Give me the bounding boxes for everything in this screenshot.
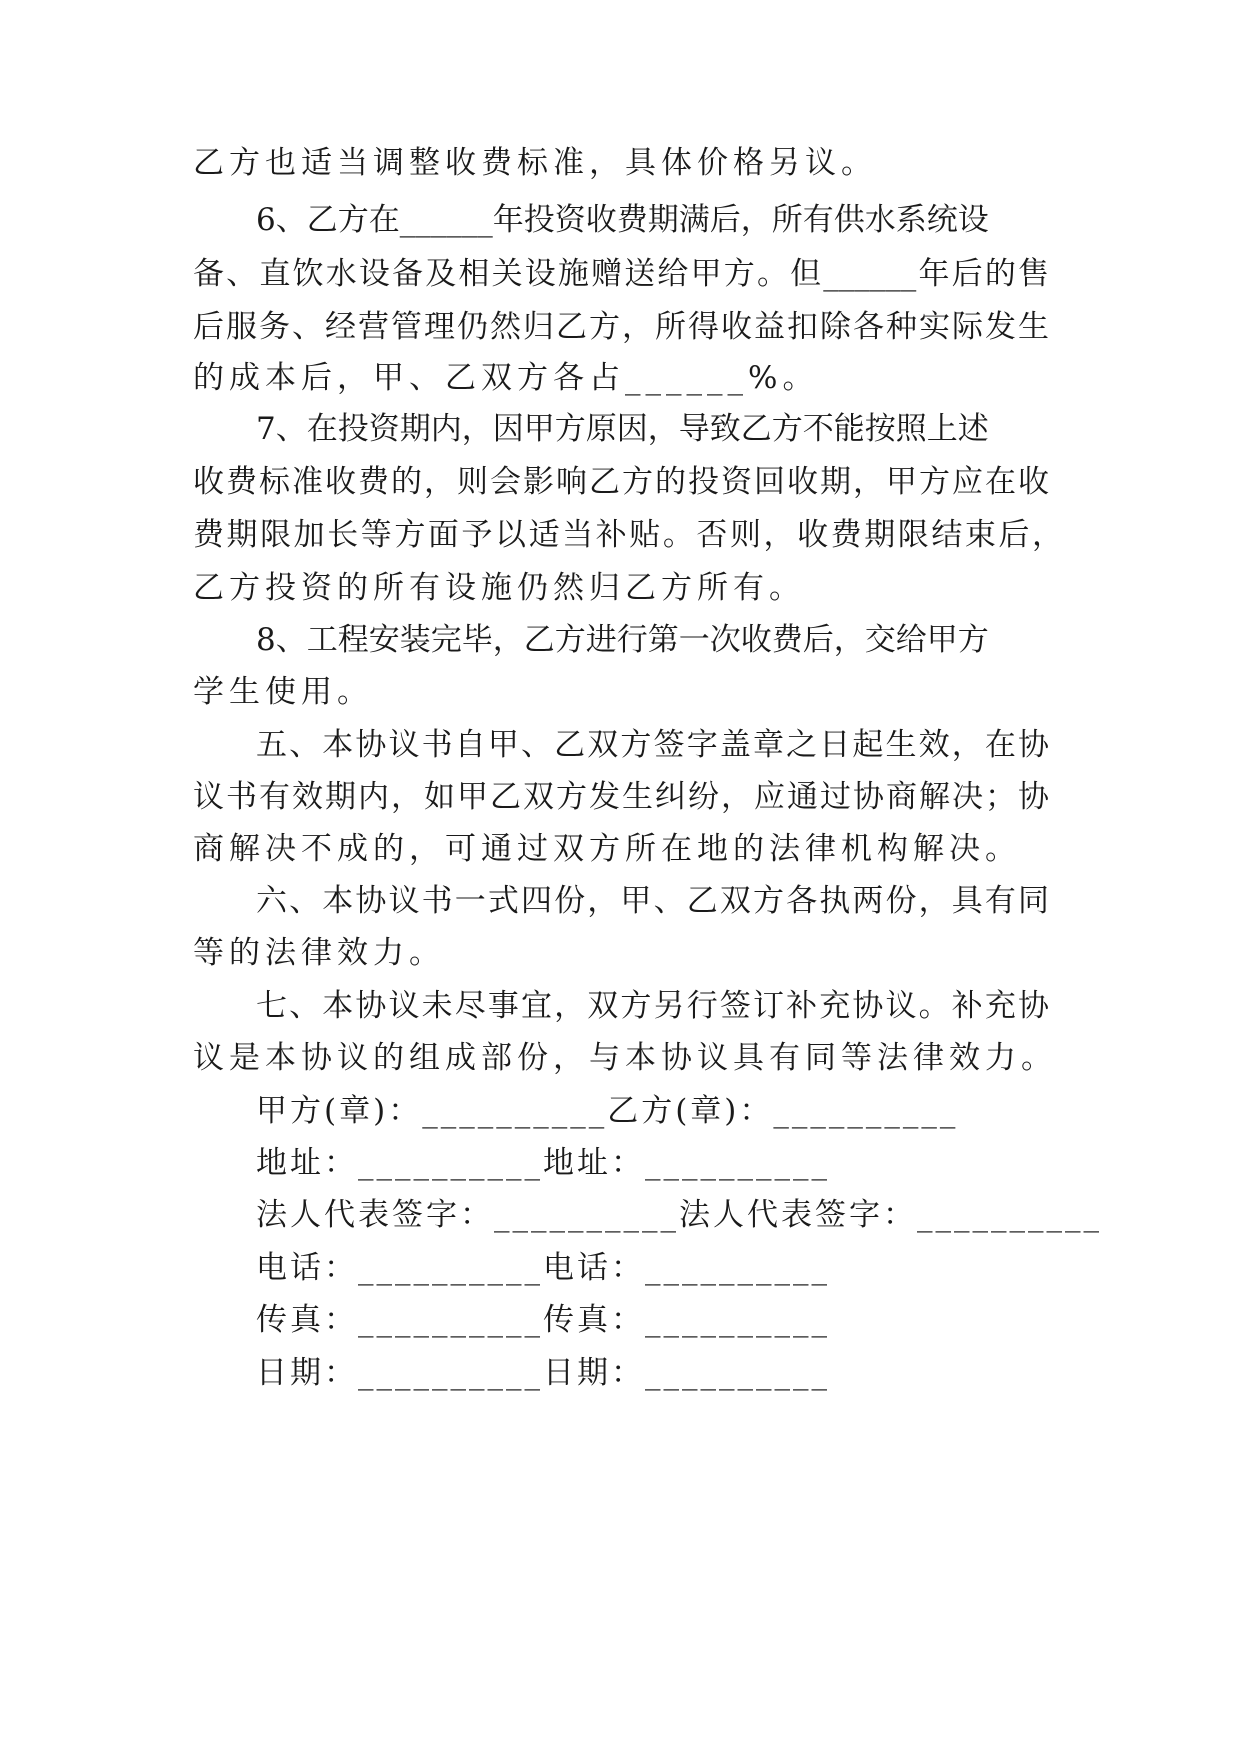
clause-7b-line: 七、本协议未尽事宜，双方另行签订补充协议。补充协 [256, 988, 1049, 1024]
clause-7-line: 7、在投资期内，因甲方原因，导致乙方不能按照上述 [256, 411, 989, 447]
paragraph-line: 议书有效期内，如甲乙双方发生纠纷，应通过协商解决；协 [193, 779, 1049, 815]
clause-6-line: 6、乙方在______年投资收费期满后，所有供水系统设 [256, 202, 989, 238]
signature-date-line: 日期：__________日期：__________ [256, 1355, 830, 1391]
signature-party-line: 甲方(章)：__________乙方(章)：__________ [256, 1093, 959, 1129]
paragraph-line: 收费标准收费的，则会影响乙方的投资回收期，甲方应在收 [193, 464, 1049, 500]
paragraph-line: 后服务、经营管理仍然归乙方，所得收益扣除各种实际发生 [193, 309, 1049, 345]
signature-fax-line: 传真：__________传真：__________ [256, 1302, 830, 1338]
paragraph-line: 乙方投资的所有设施仍然归乙方所有。 [193, 570, 805, 606]
clause-5-line: 五、本协议书自甲、乙双方签字盖章之日起生效，在协 [256, 727, 1049, 763]
paragraph-line: 议是本协议的组成部份，与本协议具有同等法律效力。 [193, 1040, 1057, 1076]
paragraph-line: 备、直饮水设备及相关设施赠送给甲方。但______年后的售 [193, 256, 1049, 292]
paragraph-line: 等的法律效力。 [193, 935, 445, 971]
signature-phone-line: 电话：__________电话：__________ [256, 1250, 830, 1286]
signature-legal-rep-line: 法人代表签字：__________法人代表签字：__________ [256, 1197, 1102, 1233]
clause-6b-line: 六、本协议书一式四份，甲、乙双方各执两份，具有同 [256, 883, 1049, 919]
paragraph-line: 学生使用。 [193, 674, 373, 710]
paragraph-line: 费期限加长等方面予以适当补贴。否则，收费期限结束后， [193, 517, 1063, 553]
paragraph-line: 的成本后，甲、乙双方各占______%。 [193, 360, 819, 396]
clause-8-line: 8、工程安装完毕，乙方进行第一次收费后，交给甲方 [256, 622, 989, 658]
paragraph-line: 乙方也适当调整收费标准，具体价格另议。 [193, 145, 877, 181]
paragraph-line: 商解决不成的，可通过双方所在地的法律机构解决。 [193, 831, 1021, 867]
signature-address-line: 地址：__________地址：__________ [256, 1145, 830, 1181]
